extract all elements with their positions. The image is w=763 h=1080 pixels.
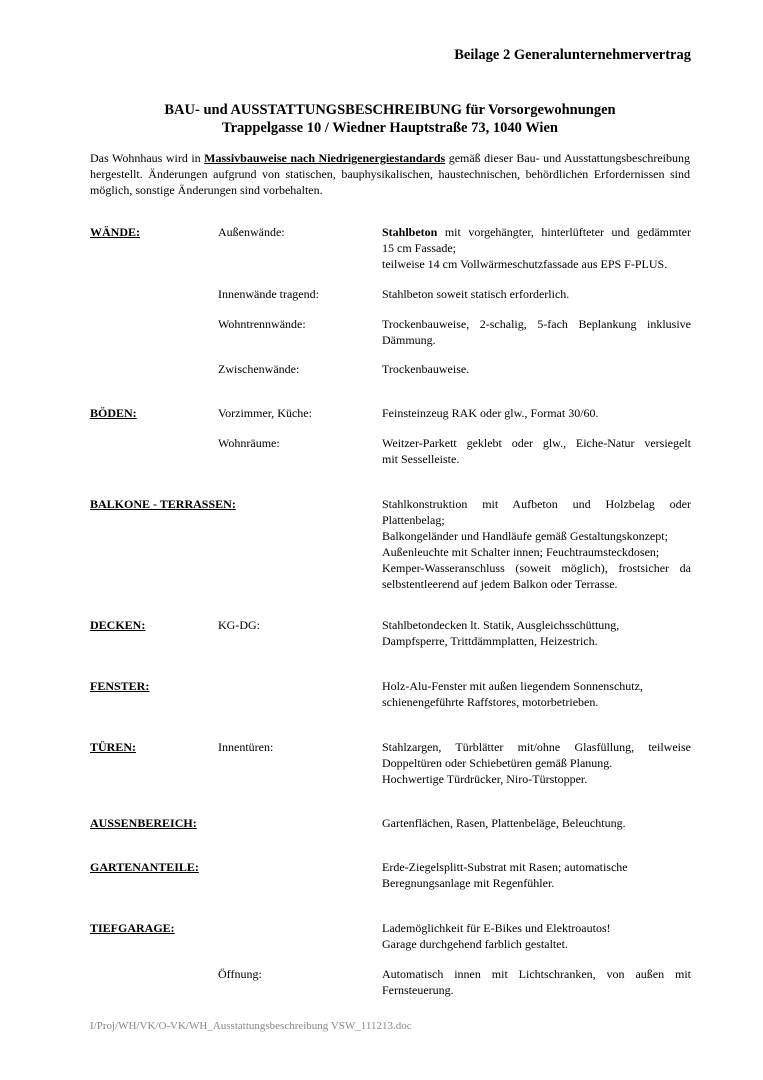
desc-wohnraeume (382, 435, 691, 467)
desc-fenster (382, 678, 691, 710)
desc-gartenanteile-line2: Beregnungsanlage mit Regenfühler. (382, 876, 555, 890)
desc-tiefgarage-line1: Lademöglichkeit für E-Bikes und Elektroautos! (382, 921, 611, 935)
sub-label-oeffnung: Öffnung: (218, 967, 262, 981)
desc-wohntrennwaende-line1: Trockenbauweise, 2-schalig, 5-fach Beplankung inklusive (382, 317, 691, 331)
section-label-tiefgarage: TIEFGARAGE: (90, 921, 175, 935)
section-label-balkone: BALKONE - TERRASSEN: (90, 497, 236, 511)
document-title-line2: Trappelgasse 10 / Wiedner Hauptstraße 73, 1040 Wien (222, 120, 558, 136)
section-label-aussenbereich: AUSSENBEREICH: (90, 816, 197, 830)
desc-balkone-line: selbstentleerend auf jedem Balkon oder Terrasse. (382, 577, 618, 591)
sub-label-aussenwaende: Außenwände: (218, 225, 285, 239)
desc-tiefgarage-line2: Garage durchgehend farblich gestaltet. (382, 937, 568, 951)
desc-zwischenwaende: Trockenbauweise. (382, 362, 470, 376)
desc-decken (382, 617, 691, 649)
section-label-gartenanteile: GARTENANTEILE: (90, 860, 199, 874)
document-header: Beilage 2 Generalunternehmervertrag (454, 47, 691, 63)
desc-fenster-line2: schienengeführte Raffstores, motorbetrieben. (382, 695, 599, 709)
desc-wohntrennwaende-line2: Dämmung. (382, 333, 436, 347)
desc-wohntrennwaende (382, 316, 691, 348)
document-title-line1: BAU- und AUSSTATTUNGSBESCHREIBUNG für Vorsorgewohnungen (164, 102, 616, 118)
desc-balkone-line: Kemper-Wasseranschluss (soweit möglich), frostsicher da (382, 561, 691, 575)
section-label-tueren: TÜREN: (90, 740, 137, 754)
desc-aussenwaende-line3: teilweise 14 cm Vollwärmeschutzfassade aus EPS F-PLUS. (382, 257, 668, 271)
intro-before: Das Wohnhaus wird in (90, 151, 205, 165)
sub-label-kg-dg: KG-DG: (218, 618, 260, 632)
desc-balkone-line: Plattenbelag; (382, 513, 445, 527)
desc-oeffnung-line2: Fernsteuerung. (382, 983, 454, 997)
section-label-decken: DECKEN: (90, 618, 146, 632)
desc-tiefgarage (382, 920, 691, 952)
desc-vorzimmer: Feinsteinzeug RAK oder glw., Format 30/60. (382, 406, 599, 420)
desc-tueren-line1: Stahlzargen, Türblätter mit/ohne Glasfüllung, teilweise (382, 740, 691, 754)
intro-emphasis: Massivbauweise nach Niedrigenergiestandards (204, 151, 446, 165)
sub-label-innenwaende: Innenwände tragend: (218, 287, 319, 301)
desc-innenwaende: Stahlbeton soweit statisch erforderlich. (382, 287, 570, 301)
desc-decken-line2: Dampfsperre, Trittdämmplatten, Heizestrich. (382, 634, 598, 648)
sub-label-wohnraeume: Wohnräume: (218, 436, 280, 450)
desc-balkone-line: Balkongeländer und Handläufe gemäß Gestaltungskonzept; (382, 529, 668, 543)
section-label-fenster: FENSTER: (90, 679, 150, 693)
desc-aussenbereich: Gartenflächen, Rasen, Plattenbeläge, Beleuchtung. (382, 816, 626, 830)
intro-after: gemäß dieser Bau- und Ausstattungsbeschreibung hergestellt. Änderungen aufgrund von statischen, bauphysikalischen, haustechnischen, behördlichen Erfordernissen sind möglich, sonstige Änderungen sind vorbehalten. (90, 151, 691, 197)
intro-paragraph (90, 150, 690, 198)
desc-wohnraeume-line1: Weitzer-Parkett geklebt oder glw., Eiche-Natur versiegelt (382, 436, 691, 450)
desc-gartenanteile (382, 859, 691, 891)
section-label-waende: WÄNDE: (90, 225, 140, 239)
desc-wohnraeume-line2: mit Sesselleiste. (382, 452, 460, 466)
desc-balkone (382, 496, 691, 592)
desc-tueren (382, 739, 691, 787)
sub-label-vorzimmer: Vorzimmer, Küche: (218, 406, 312, 420)
desc-gartenanteile-line1: Erde-Ziegelsplitt-Substrat mit Rasen; automatische (382, 860, 628, 874)
desc-tueren-line3: Hochwertige Türdrücker, Niro-Türstopper. (382, 772, 588, 786)
desc-balkone-line: Stahlkonstruktion mit Aufbeton und Holzbelag oder (382, 497, 691, 511)
sub-label-wohntrennwaende: Wohntrennwände: (218, 317, 306, 331)
desc-aussenwaende-bold: Stahlbeton (382, 225, 438, 239)
desc-oeffnung (382, 966, 691, 998)
desc-balkone-line: Außenleuchte mit Schalter innen; Feuchtraumsteckdosen; (382, 545, 660, 559)
desc-decken-line1: Stahlbetondecken lt. Statik, Ausgleichsschüttung, (382, 618, 620, 632)
desc-aussenwaende-rest: mit vorgehängter, hinterlüfteter und gedämmter (437, 225, 691, 239)
desc-aussenwaende (382, 224, 691, 272)
sub-label-innentueren: Innentüren: (218, 740, 274, 754)
desc-oeffnung-line1: Automatisch innen mit Lichtschranken, von außen mit (382, 967, 691, 981)
desc-fenster-line1: Holz-Alu-Fenster mit außen liegendem Sonnenschutz, (382, 679, 643, 693)
desc-aussenwaende-line1 (382, 224, 691, 240)
desc-aussenwaende-line2: 15 cm Fassade; (382, 241, 456, 255)
sub-label-zwischenwaende: Zwischenwände: (218, 362, 300, 376)
desc-tueren-line2: Doppeltüren oder Schiebetüren gemäß Planung. (382, 756, 613, 770)
section-label-boeden: BÖDEN: (90, 406, 137, 420)
footer-file-path: I/Proj/WH/VK/O-VK/WH_Ausstattungsbeschreibung VSW_111213.doc (90, 1020, 412, 1032)
